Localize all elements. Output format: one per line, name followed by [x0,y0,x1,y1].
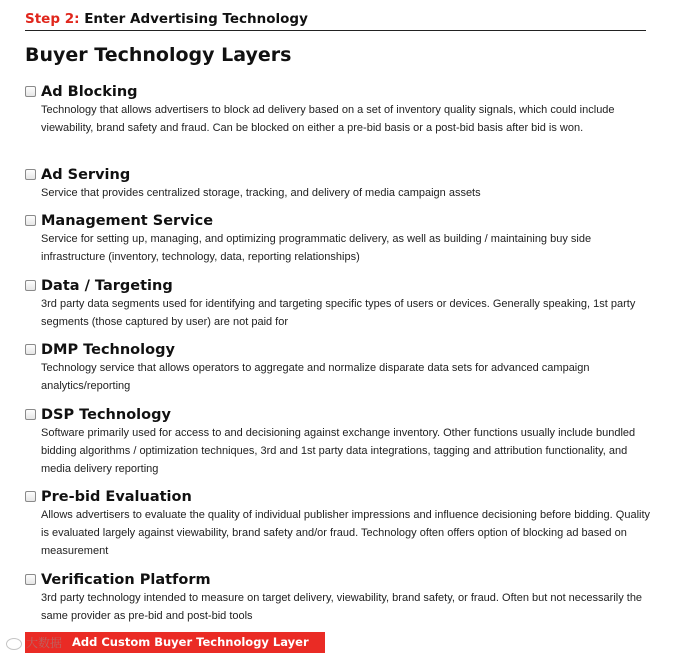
layer-description: Allows advertisers to evaluate the quality of individual publisher impressions and influence decisioning before bidding. Quality is evaluated largely against viewability, brand safety and/or fraud. Technology often offers option of blocking ad based on measurement [41,509,651,557]
layer-name: Ad Serving [41,167,131,183]
layer-description: Software primarily used for access to and decisioning against exchange inventory. Other functions usually include bundled bidding algorithms / optimization techniques, 3rd and 1st party data integrations, tagging and attribution functionality, and media delivery reporting [41,427,636,475]
step-title: Enter Advertising Technology [84,11,308,27]
management-service-checkbox[interactable] [25,215,36,226]
layer-name: Management Service [41,213,214,229]
layer-description: Service for setting up, managing, and optimizing programmatic delivery, as well as building / maintaining buy side infrastructure (inventory, technology, data, reporting relationships) [41,233,592,263]
layer-name: DSP Technology [41,407,171,423]
layer-name: DMP Technology [41,342,175,358]
watermark-text: 大数据 [26,636,63,650]
dsp-technology-checkbox[interactable] [25,409,36,420]
layer-description: 3rd party data segments used for identifying and targeting specific types of users or devices. Generally speaking, 1st party segments (those captured by user) are not paid for [41,298,636,328]
layer-description: Technology service that allows operators to aggregate and normalize disparate data sets for advanced campaign analytics/reporting [41,362,590,392]
layer-description: Service that provides centralized storage, tracking, and delivery of media campaign assets [41,187,481,199]
pre-bid-evaluation-checkbox[interactable] [25,491,36,502]
watermark-logo-icon [6,638,22,650]
page-title: Buyer Technology Layers [25,44,292,66]
step-number: Step 2: [25,11,80,27]
ad-blocking-checkbox[interactable] [25,86,36,97]
verification-platform-checkbox[interactable] [25,574,36,585]
add-custom-layer-button[interactable]: Add Custom Buyer Technology Layer [25,632,325,653]
layer-name: Pre-bid Evaluation [41,489,192,505]
layer-description: 3rd party technology intended to measure on target delivery, viewability, brand safety, or fraud. Often but not necessarily the same provider as pre-bid and post-bid tools [41,592,643,622]
dmp-technology-checkbox[interactable] [25,344,36,355]
ad-serving-checkbox[interactable] [25,169,36,180]
data-targeting-checkbox[interactable] [25,280,36,291]
layer-description: Technology that allows advertisers to block ad delivery based on a set of inventory quality signals, which could include viewability, brand safety and fraud. Can be blocked on either a pre-bid basis or a post-bid basis after bid is won. [41,104,615,134]
layer-name: Data / Targeting [41,278,173,294]
layer-name: Ad Blocking [41,84,138,100]
step-header [25,9,646,31]
layer-name: Verification Platform [41,572,211,588]
